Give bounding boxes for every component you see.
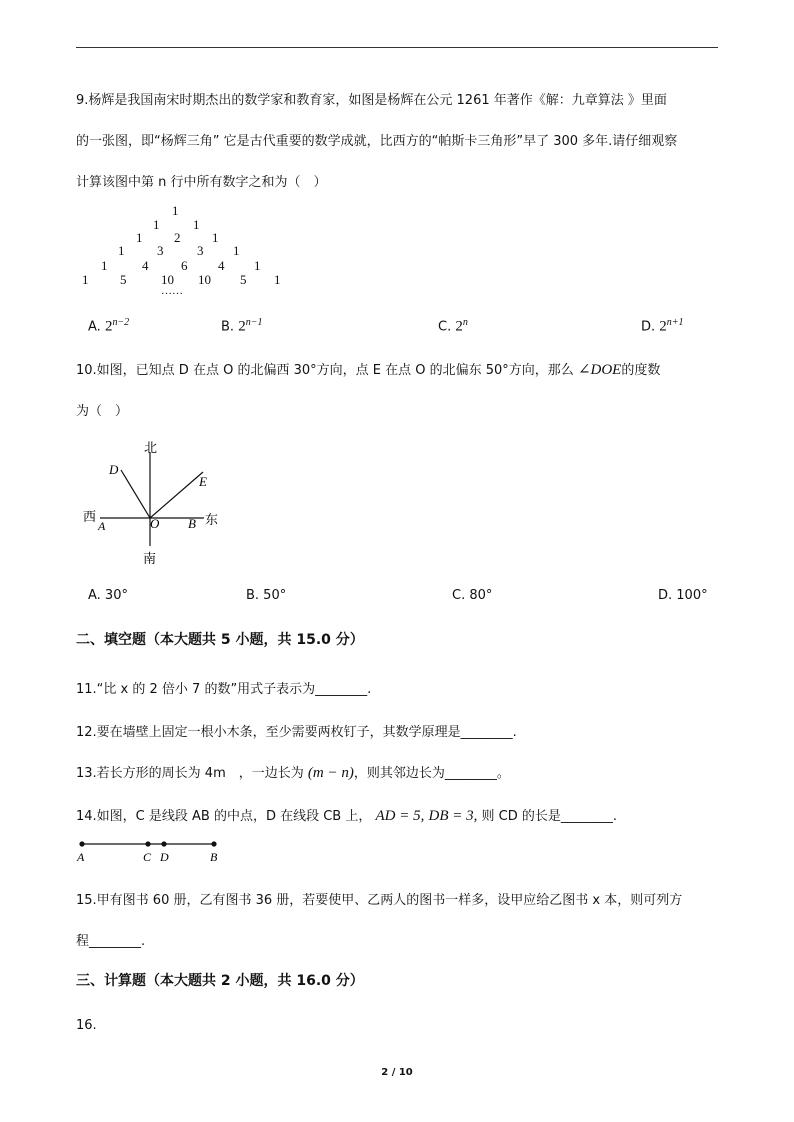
tri-2-1: 2 [174, 230, 181, 245]
q10-line1: 10.如图，已知点 D 在点 O 的北偏西 30°方向，点 E 在点 O 的北偏东 50°方向，那么 ∠DOE的度数 [76, 362, 661, 378]
q15-line1: 15.甲有图书 60 册，乙有图书 36 册，若要使甲、乙两人的图书一样多，设甲应给乙图书 x 本，则可列方 [76, 893, 683, 908]
tri-2-0: 1 [136, 230, 143, 245]
tri-1-1: 1 [193, 217, 200, 232]
seg-label-b: B [210, 850, 218, 864]
north-label: 北 [144, 440, 158, 455]
tri-5-2: 10 [161, 272, 174, 287]
q15-line2: 程________. [76, 934, 146, 949]
point-o-label: O [150, 516, 160, 531]
q9-option-b[interactable]: B. $2^{n-1}$ [221, 317, 263, 335]
tri-4-3: 4 [218, 258, 225, 273]
point-b-label: B [188, 516, 196, 531]
tri-1-0: 1 [153, 217, 160, 232]
section-2-heading: 二、填空题（本大题共 5 小题，共 15.0 分） [76, 632, 364, 648]
point-e-label: E [199, 474, 207, 489]
tri-2-2: 1 [212, 230, 219, 245]
tri-3-0: 1 [118, 243, 125, 258]
q10-option-b[interactable]: B. 50° [246, 588, 287, 603]
q11: 11.“比 x 的 2 倍小 7 的数”用式子表示为________. [76, 682, 372, 697]
point-a-dot [79, 841, 84, 846]
point-d-label: D [109, 462, 119, 477]
q10-option-d[interactable]: D. 100° [658, 588, 708, 603]
ray-oe [150, 472, 203, 518]
q9-option-c[interactable]: C. 2$^n$ [438, 317, 468, 335]
q10-option-a[interactable]: A. 30° [88, 588, 128, 603]
tri-0-0: 1 [172, 203, 179, 218]
south-label: 南 [143, 551, 157, 566]
header-rule [76, 47, 718, 48]
tri-4-2: 6 [181, 258, 188, 273]
point-c-dot [145, 841, 150, 846]
east-label: 东 [205, 512, 219, 527]
tri-4-1: 4 [142, 258, 149, 273]
tri-4-4: 1 [254, 258, 261, 273]
segment-diagram [74, 836, 234, 866]
point-b-dot [211, 841, 216, 846]
point-d-dot [161, 841, 166, 846]
q9-line3: 计算该图中第 n 行中所有数字之和为（ ） [76, 175, 327, 190]
seg-label-a: A [77, 850, 85, 864]
ray-od [121, 470, 150, 518]
tri-3-1: 3 [157, 243, 164, 258]
q14: 14.如图，C 是线段 AB 的中点，D 在线段 CB 上， AD = 5, DB = 3, 则 CD 的长是________. [76, 808, 618, 824]
q9-option-d[interactable]: D. $2^{n+1}$ [641, 317, 684, 335]
tri-4-0: 1 [101, 258, 108, 273]
seg-label-d: D [160, 850, 169, 864]
tri-5-0: 1 [82, 272, 89, 287]
q12: 12.要在墙壁上固定一根小木条，至少需要两枚钉子，其数学原理是________. [76, 725, 517, 740]
point-a-label: A [98, 519, 106, 533]
tri-5-4: 5 [240, 272, 247, 287]
page-number: 2 / 10 [381, 1067, 413, 1078]
q9-option-a[interactable]: A. $2^{n-2}$ [88, 317, 130, 335]
q9-line2: 的一张图，即“杨辉三角” 它是古代重要的数学成就，比西方的“帕斯卡三角形”早了 300 多年.请仔细观察 [76, 134, 678, 149]
tri-ellipsis: …… [161, 285, 183, 297]
q9-line1: 9.杨辉是我国南宋时期杰出的数学家和教育家，如图是杨辉在公元 1261 年著作《解：九章算法 》里面 [76, 93, 667, 108]
tri-5-5: 1 [274, 272, 281, 287]
q10-line2: 为（ ） [76, 404, 129, 419]
section-3-heading: 三、计算题（本大题共 2 小题，共 16.0 分） [76, 973, 364, 989]
compass-diagram [78, 432, 228, 572]
tri-5-3: 10 [198, 272, 211, 287]
tri-3-2: 3 [197, 243, 204, 258]
west-label: 西 [83, 509, 97, 524]
q16: 16. [76, 1018, 97, 1033]
tri-3-3: 1 [233, 243, 240, 258]
q13: 13.若长方形的周长为 4m ，一边长为 (m − n)，则其邻边长为________。 [76, 765, 510, 781]
tri-5-1: 5 [120, 272, 127, 287]
q10-option-c[interactable]: C. 80° [452, 588, 493, 603]
seg-label-c: C [143, 850, 152, 864]
